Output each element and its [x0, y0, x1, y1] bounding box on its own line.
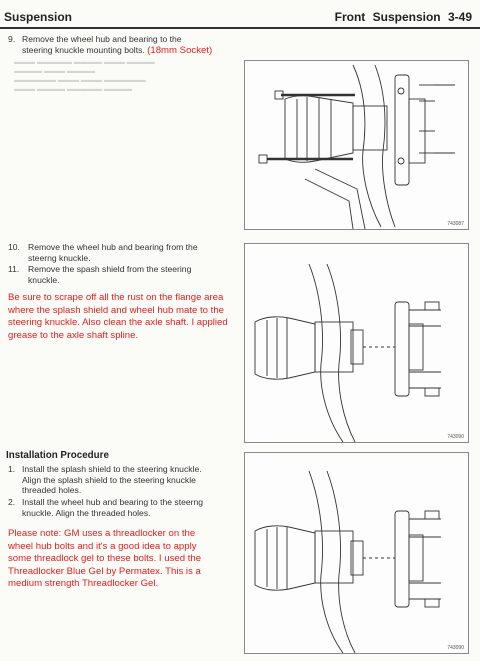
step-line: steerng knuckle.: [28, 252, 91, 263]
step-11: [8, 264, 240, 286]
install-step-1: [8, 464, 240, 498]
figure-hub-bolts: [244, 60, 469, 230]
step-line: threaded holes.: [22, 485, 82, 495]
step-line: Install the splash shield to the steering knuckle.: [22, 464, 202, 474]
figure-id: 743090: [447, 645, 464, 651]
step-line: Align the splash shield to the steering knuckle: [22, 474, 196, 485]
hub-install-illustration: [245, 453, 468, 653]
step-number: 9.: [8, 34, 16, 44]
step-line: steering knuckle mounting bolts.: [22, 44, 145, 55]
figure-id: 743090: [447, 434, 464, 440]
section-title-header: Suspension: [4, 10, 73, 24]
step-number: 11.: [8, 264, 20, 274]
step-9: [8, 34, 240, 58]
step-line: Remove the wheel hub and bearing from the: [28, 242, 198, 252]
step-text: [28, 242, 198, 263]
install-step-2: [8, 497, 240, 521]
installation-procedure-heading: Installation Procedure: [6, 450, 109, 461]
steps-10-11: [8, 242, 240, 288]
rust-cleaning-note: [8, 292, 246, 342]
step-line: Remove the spash shield from the steering: [28, 264, 192, 274]
note-line: some threadlock gel to these bolts. I used the: [8, 553, 202, 564]
note-line: Be sure to scrape off all the rust on the flange area: [8, 292, 224, 303]
socket-size-note: (18mm Socket): [147, 44, 213, 56]
step-text: [22, 497, 203, 518]
note-line: medium strength Threadlocker Gel.: [8, 578, 159, 589]
step-number: 10.: [8, 242, 20, 252]
hub-bolts-illustration: [245, 61, 468, 229]
step-line: Remove the wheel hub and bearing to the: [22, 34, 182, 44]
header-rule: [0, 27, 480, 29]
step-line: Install the wheel hub and bearing to the steerng: [22, 497, 204, 507]
bleed-through-text: ▬▬▬ ▬▬▬▬▬ ▬▬▬▬ ▬▬▬ ▬▬▬▬ ▬▬▬▬ ▬▬▬ ▬▬▬▬ ▬▬▬▬▬▬ ▬▬▬ ▬▬▬ ▬▬▬▬▬▬ ▬▬▬ ▬▬▬▬ ▬▬▬▬▬ ▬▬▬▬: [14, 59, 155, 93]
step-line: knuckle. Align the threaded holes.: [22, 507, 151, 518]
threadlocker-note: [8, 528, 240, 591]
hub-removal-illustration: [245, 244, 468, 442]
step-line: knuckle.: [28, 274, 60, 285]
chapter-title: Front Suspension: [334, 10, 441, 24]
note-line: Threadlocker Blue Gel by Permatex. This is a: [8, 565, 201, 577]
step-10: [8, 242, 240, 264]
figure-hub-install: [244, 452, 469, 654]
page-number: 3-49: [447, 10, 472, 24]
note-line: Please note: GM uses a threadlocker on the: [8, 528, 196, 539]
figure-id: 743087: [447, 221, 464, 227]
step-number: 1.: [8, 464, 16, 474]
chapter-page-header: [335, 10, 472, 24]
figure-hub-removal: [244, 243, 469, 443]
step-text: [28, 264, 191, 285]
note-line: grease to the axle shaft spline.: [8, 329, 139, 341]
step-text: [22, 34, 212, 56]
note-line: wheel hub bolts and it's a good idea to apply: [8, 540, 197, 552]
step-text: [22, 464, 202, 496]
note-line: where the splash shield and wheel hub mate to the: [8, 304, 224, 316]
step-number: 2.: [8, 497, 16, 507]
note-line: steering knuckle. Also clean the axle shaft. I applied: [8, 317, 228, 328]
